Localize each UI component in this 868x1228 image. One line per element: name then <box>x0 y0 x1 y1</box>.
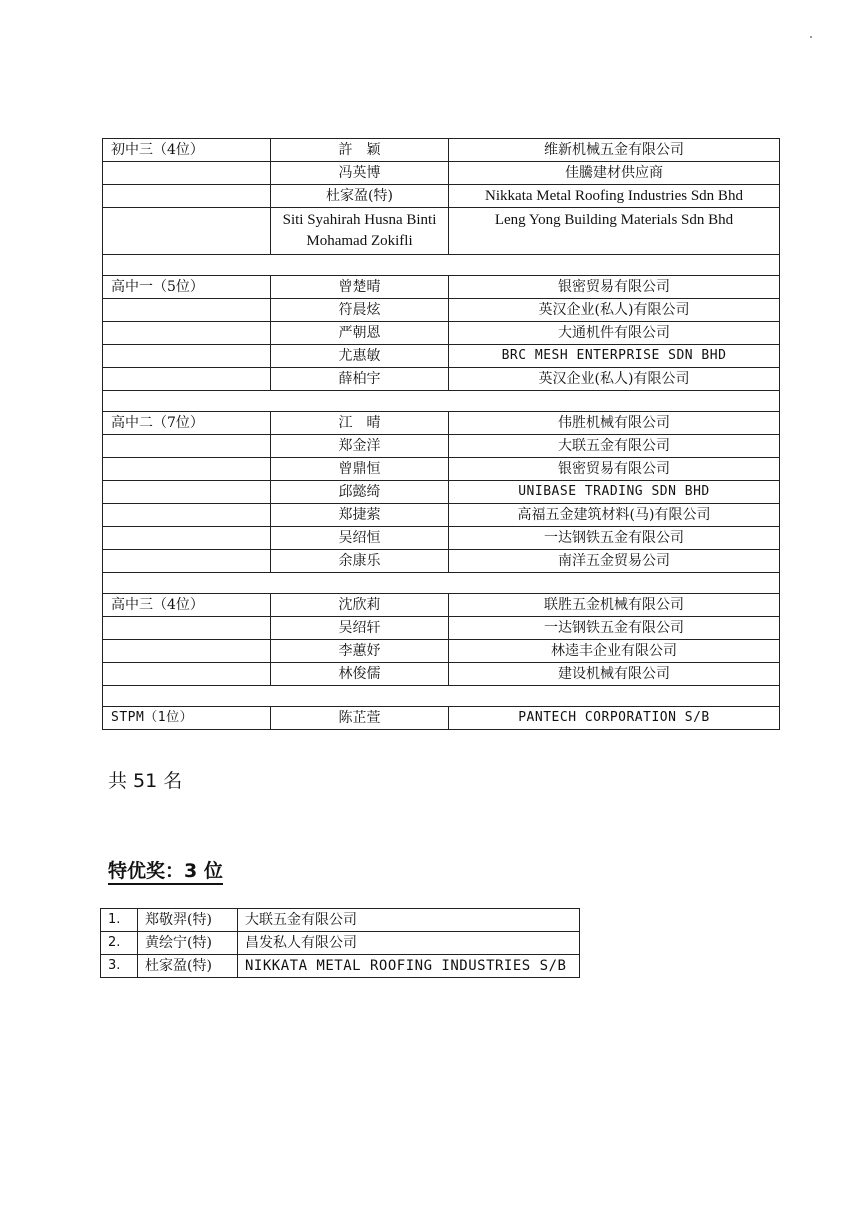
student-name: Siti Syahirah Husna Binti Mohamad Zokifli <box>271 208 449 255</box>
student-name: 曾鼎恒 <box>271 458 449 481</box>
table-row <box>101 955 580 978</box>
table-row <box>103 527 780 550</box>
table-row <box>103 162 780 185</box>
student-name: 黄绘宁(特) <box>138 932 238 955</box>
table-row <box>103 208 780 255</box>
grade-cell-empty <box>103 185 271 208</box>
table-row <box>103 185 780 208</box>
student-name: 陈芷萱 <box>271 707 449 730</box>
grade-cell-empty <box>103 299 271 322</box>
grade-label: 高中三（4位） <box>103 594 271 617</box>
sponsor-company: BRC MESH ENTERPRISE SDN BHD <box>449 345 780 368</box>
sponsor-company: 维新机械五金有限公司 <box>449 139 780 162</box>
table-row <box>101 909 580 932</box>
grade-cell-empty <box>103 322 271 345</box>
sponsor-company: 昌发私人有限公司 <box>238 932 580 955</box>
student-name: 杜家盈(特) <box>271 185 449 208</box>
table-row <box>103 412 780 435</box>
grade-label: 初中三（4位） <box>103 139 271 162</box>
student-name: 吴绍恒 <box>271 527 449 550</box>
table-row <box>103 276 780 299</box>
sponsor-company: 伟胜机械有限公司 <box>449 412 780 435</box>
sponsor-company: 联胜五金机械有限公司 <box>449 594 780 617</box>
sponsor-company: 南洋五金贸易公司 <box>449 550 780 573</box>
student-name: 杜家盈(特) <box>138 955 238 978</box>
sponsor-company: 大联五金有限公司 <box>238 909 580 932</box>
grade-cell-empty <box>103 481 271 504</box>
student-name: 冯英博 <box>271 162 449 185</box>
grade-cell-empty <box>103 208 271 255</box>
grade-cell-empty <box>103 435 271 458</box>
sponsor-company: NIKKATA METAL ROOFING INDUSTRIES S/B <box>238 955 580 978</box>
sponsor-company: 银密贸易有限公司 <box>449 276 780 299</box>
section-spacer <box>103 686 780 707</box>
grade-cell-empty <box>103 368 271 391</box>
sponsor-company: PANTECH CORPORATION S/B <box>449 707 780 730</box>
grade-label: 高中二（7位） <box>103 412 271 435</box>
sponsor-company: 一达钢铁五金有限公司 <box>449 617 780 640</box>
scan-dot <box>810 36 812 38</box>
student-name: 符晨炫 <box>271 299 449 322</box>
sponsor-company: Nikkata Metal Roofing Industries Sdn Bhd <box>449 185 780 208</box>
student-name: 吴绍轩 <box>271 617 449 640</box>
student-name: 薛柏宇 <box>271 368 449 391</box>
grade-cell-empty <box>103 640 271 663</box>
sponsor-company: 高福五金建筑材料(马)有限公司 <box>449 504 780 527</box>
sponsor-company: 林逵丰企业有限公司 <box>449 640 780 663</box>
grade-label: STPM（1位） <box>103 707 271 730</box>
row-number: 3. <box>101 955 138 978</box>
grade-cell-empty <box>103 162 271 185</box>
grade-cell-empty <box>103 504 271 527</box>
row-number: 1. <box>101 909 138 932</box>
sponsor-company: 一达钢铁五金有限公司 <box>449 527 780 550</box>
student-sponsor-table <box>102 138 780 730</box>
section-spacer <box>103 255 780 276</box>
table-row <box>103 322 780 345</box>
student-name: 沈欣莉 <box>271 594 449 617</box>
sponsor-company: 建设机械有限公司 <box>449 663 780 686</box>
table-row <box>103 550 780 573</box>
table-row <box>103 481 780 504</box>
row-number: 2. <box>101 932 138 955</box>
student-name: 严朝恩 <box>271 322 449 345</box>
table-row <box>101 932 580 955</box>
student-name: 郑捷萦 <box>271 504 449 527</box>
table-row <box>103 594 780 617</box>
section-spacer <box>103 391 780 412</box>
table-row <box>103 368 780 391</box>
student-name: 曾楚晴 <box>271 276 449 299</box>
grade-cell-empty <box>103 527 271 550</box>
table-row <box>103 640 780 663</box>
table-row <box>103 617 780 640</box>
table-row <box>103 707 780 730</box>
student-name: 林俊儒 <box>271 663 449 686</box>
special-award-title: 特优奖：3 位 <box>108 859 223 885</box>
student-name: 江 晴 <box>271 412 449 435</box>
table-row <box>103 299 780 322</box>
student-name: 郑敬羿(特) <box>138 909 238 932</box>
table-row <box>103 663 780 686</box>
grade-cell-empty <box>103 458 271 481</box>
table-row <box>103 504 780 527</box>
student-name: 郑金洋 <box>271 435 449 458</box>
grade-label: 高中一（5位） <box>103 276 271 299</box>
grade-cell-empty <box>103 345 271 368</box>
sponsor-company: 大联五金有限公司 <box>449 435 780 458</box>
grade-cell-empty <box>103 663 271 686</box>
student-name: 邱懿绮 <box>271 481 449 504</box>
sponsor-company: 佳騰建材供应商 <box>449 162 780 185</box>
special-award-table <box>100 908 580 978</box>
sponsor-company: Leng Yong Building Materials Sdn Bhd <box>449 208 780 255</box>
table-row <box>103 435 780 458</box>
section-spacer <box>103 573 780 594</box>
table-row <box>103 139 780 162</box>
student-name: 尤惠敏 <box>271 345 449 368</box>
sponsor-company: 英汉企业(私人)有限公司 <box>449 299 780 322</box>
grade-cell-empty <box>103 617 271 640</box>
student-name: 許 颖 <box>271 139 449 162</box>
grade-cell-empty <box>103 550 271 573</box>
sponsor-company: UNIBASE TRADING SDN BHD <box>449 481 780 504</box>
table-row <box>103 458 780 481</box>
sponsor-company: 大通机件有限公司 <box>449 322 780 345</box>
total-count: 共 51 名 <box>108 770 183 792</box>
sponsor-company: 银密贸易有限公司 <box>449 458 780 481</box>
table-row <box>103 345 780 368</box>
sponsor-company: 英汉企业(私人)有限公司 <box>449 368 780 391</box>
student-name: 李蕙妤 <box>271 640 449 663</box>
student-name: 余康乐 <box>271 550 449 573</box>
